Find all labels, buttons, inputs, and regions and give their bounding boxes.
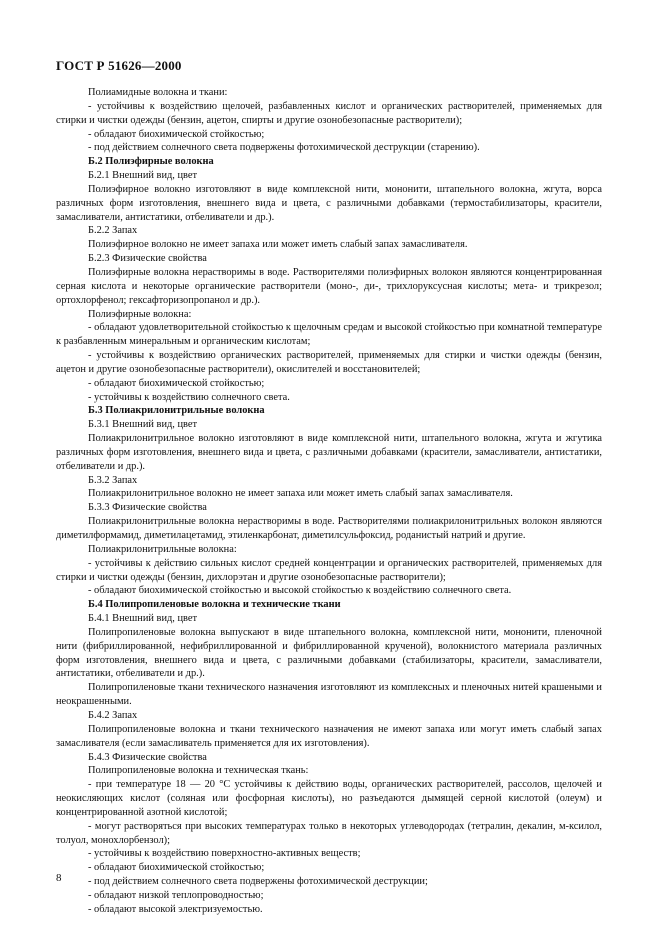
paragraph: - под действием солнечного света подвержены фотохимической деструкции; (88, 876, 428, 888)
paragraph: Б.4.2 Запах (88, 709, 138, 721)
paragraph: Б.3.2 Запах (88, 474, 138, 486)
section-heading: Б.3 Полиакрилонитрильные волокна (88, 405, 265, 417)
document-header: ГОСТ Р 51626—2000 (56, 58, 182, 73)
paragraph: Б.4.3 Физические свойства (88, 751, 207, 763)
paragraph: Полиэфирное волокно не имеет запаха или может иметь слабый запах замасливателя. (88, 239, 468, 251)
paragraph: - обладают биохимической стойкостью; (88, 128, 265, 140)
section-heading: Б.4 Полипропиленовые волокна и технические ткани (88, 599, 341, 611)
paragraph: Полипропиленовые волокна и ткани технического назначения не имеют запаха или могут иметь слабый запах замасливателя (если замасливатель применяется для их изготовления). (56, 723, 602, 749)
paragraph: - обладают биохимической стойкостью; (88, 377, 265, 389)
paragraph: - устойчивы к воздействию щелочей, разбавленных кислот и органических растворителей, применяемых для стирки и чистки одежды (бензин, ацетон, спирты и другие озонобезопасные растворители); (56, 100, 602, 126)
paragraph: Полипропиленовые ткани технического назначения изготовляют из комплексных и пленочных нитей крашеными и неокрашенными. (56, 682, 602, 708)
paragraph: - обладают биохимической стойкостью и высокой стойкостью к воздействию солнечного света. (88, 585, 512, 597)
paragraph: - устойчивы к воздействию органических растворителей, применяемых для стирки и чистки одежды (бензин, ацетон и другие озонобезопасные растворители), окислителей и восстановителей; (56, 350, 602, 375)
paragraph: Б.4.1 Внешний вид, цвет (88, 613, 198, 625)
paragraph: - устойчивы к действию сильных кислот средней концентрации и органических растворителей, применяемых для стирки и чистки одежды (бензин, дихлорэтан и другие озонобезопасные растворители); (56, 557, 602, 583)
paragraph: Полиамидные волокна и ткани: (88, 87, 228, 98)
paragraph: - обладают высокой электризуемостью. (88, 903, 263, 915)
paragraph: - обладают низкой теплопроводностью; (88, 889, 264, 901)
paragraph: - обладают удовлетворительной стойкостью к щелочным средам и высокой стойкостью при комнатной температуре к разбавленным минеральным и органическим кислотам; (56, 322, 602, 348)
paragraph: Б.2.3 Физические свойства (88, 253, 207, 265)
paragraph: Полиакрилонитрильные волокна нерастворимы в воде. Растворителями полиакрилонитрильных волокон являются диметилформамид, диметилацетамид, этиленкарбонат, диметилсульфоксид, роданистый натрий и другие. (56, 516, 602, 541)
paragraph: Полиакрилонитрильное волокно не имеет запаха или может иметь слабый запах замасливателя. (88, 488, 513, 500)
paragraph: Б.2.2 Запах (88, 225, 138, 237)
paragraph: Б.3.3 Физические свойства (88, 502, 207, 514)
paragraph: Б.3.1 Внешний вид, цвет (88, 419, 198, 431)
paragraph: Полиакрилонитрильное волокно изготовляют в виде комплексной нити, штапельного волокна, жгута и жгутика различных форм изготовления, внешнего вида и цвета, с различными добавками (красители, замасливатели, антистатики, отбеливатели и др.). (56, 433, 602, 472)
paragraph: - обладают биохимической стойкостью; (88, 862, 265, 874)
page-number: 8 (56, 872, 62, 884)
section-heading: Б.2 Полиэфирные волокна (88, 156, 214, 168)
paragraph: - устойчивы к воздействию поверхностно-активных веществ; (88, 848, 361, 860)
paragraph: Б.2.1 Внешний вид, цвет (88, 170, 198, 182)
paragraph: Полипропиленовые волокна и техническая ткань: (88, 765, 309, 777)
paragraph: - могут растворяться при высоких температурах только в некоторых углеводородах (тетралин, декалин, м-ксилол, толуол, монохлорбензол); (56, 820, 602, 846)
paragraph: Полипропиленовые волокна выпускают в виде штапельного волокна, комплексной нити, мононити, пленочной нити (фибриллированной, нефибриллированной и фибриллированной крученой), волокнистого материала различных форм изготовления, внешнего вида и цвета, с различными добавками (стабилизаторы, красители, замасливатели, антистатики, отбеливатели и др.). (56, 626, 602, 680)
paragraph: - под действием солнечного света подвержены фотохимической деструкции (старению). (88, 142, 480, 154)
paragraph: Полиакрилонитрильные волокна: (88, 543, 237, 555)
paragraph: - при температуре 18 — 20 °С устойчивы к действию воды, органических растворителей, рассолов, щелочей и неокисляющих кислот (соляная или фосфорная кислоты), но разъедаются дымящей серной кислотой (олеум) и концентрированной азотной кислотой; (56, 779, 602, 818)
paragraph: Полиэфирные волокна нерастворимы в воде. Растворителями полиэфирных волокон являются концентрированная серная кислота и некоторые органические растворители (моно-, ди-, трихлоруксусная кислоты; мета- и трикрезол; ортохлорфенол; гексафторизопропанол и др.). (56, 266, 602, 306)
paragraph: Полиэфирные волокна: (88, 308, 192, 320)
paragraph: - устойчивы к воздействию солнечного света. (88, 391, 290, 403)
document-body (56, 86, 602, 917)
paragraph: Полиэфирное волокно изготовляют в виде комплексной нити, мононити, штапельного волокна, жгута, ворса различных форм изготовления, внешнего вида и цвета, с различными добавками (термостабилизаторы, красители, замасливатели, антистатики, отбеливатели и др.). (56, 183, 602, 223)
